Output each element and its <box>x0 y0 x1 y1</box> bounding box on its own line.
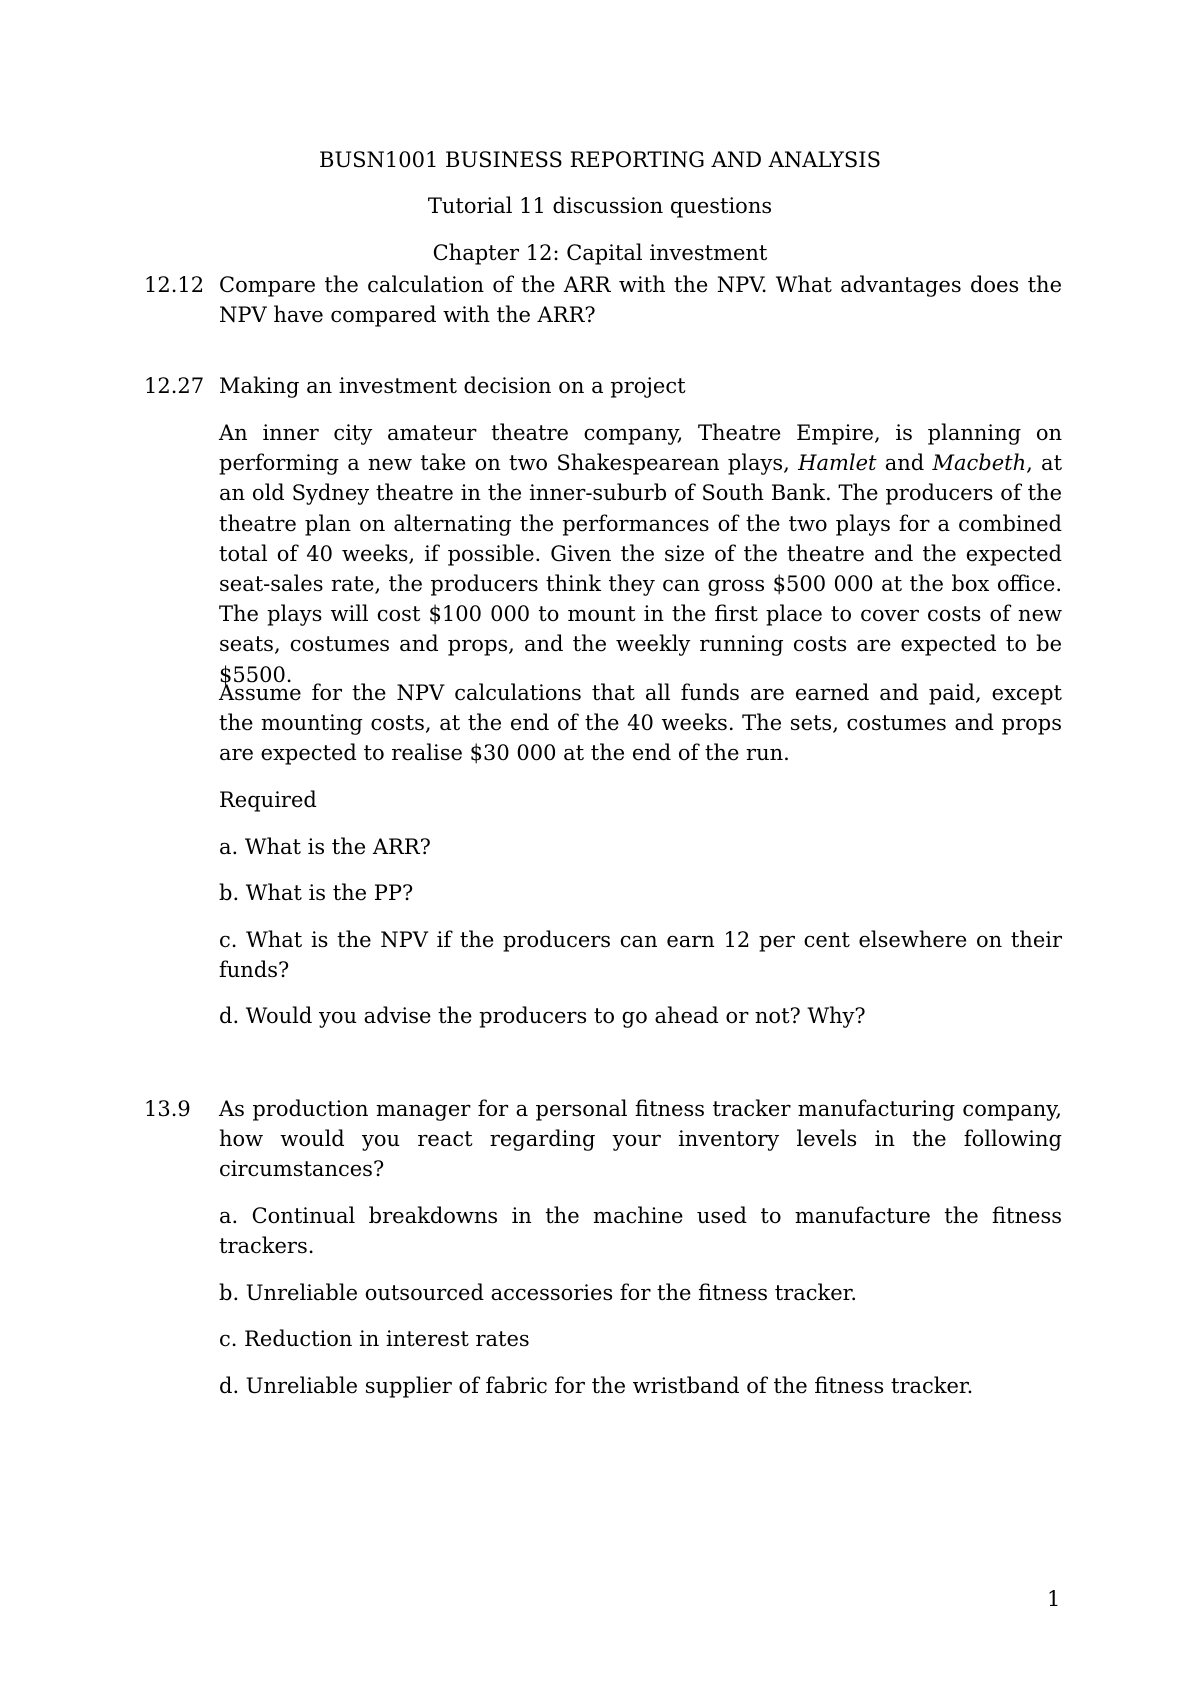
question-12-27-scenario <box>219 418 1062 690</box>
course-title: BUSN1001 BUSINESS REPORTING AND ANALYSIS <box>319 148 881 172</box>
chapter-heading: Chapter 12: Capital investment <box>432 241 768 265</box>
question-13-9-part-a: a. Continual breakdowns in the machine used to manufacture the fitness trackers. <box>219 1204 1062 1259</box>
question-number-12-27: 12.27 <box>144 374 205 398</box>
question-number-12-12: 12.12 <box>144 273 205 297</box>
question-number-13-9: 13.9 <box>144 1097 191 1121</box>
question-13-9-part-d: d. Unreliable supplier of fabric for the wristband of the fitness tracker. <box>219 1374 974 1398</box>
question-13-9-part-b: b. Unreliable outsourced accessories for the fitness tracker. <box>219 1281 858 1305</box>
scenario-text-and: and <box>876 451 933 476</box>
question-12-12-text: Compare the calculation of the ARR with the NPV. What advantages does the NPV have compared with the ARR? <box>219 273 1062 328</box>
question-12-27-part-b: b. What is the PP? <box>219 881 414 905</box>
play-title-hamlet: Hamlet <box>798 451 877 476</box>
page-number: 1 <box>1047 1587 1061 1611</box>
question-12-27-part-a: a. What is the ARR? <box>219 835 431 859</box>
question-12-27-part-c: c. What is the NPV if the producers can earn 12 per cent elsewhere on their funds? <box>219 928 1062 983</box>
question-13-9-text: As production manager for a personal fitness tracker manufacturing company, how would you react regarding your inventory levels in the following circumstances? <box>219 1097 1062 1182</box>
scenario-text-part-1: An inner city amateur theatre company, Theatre Empire, is planning on performing a new take on two Shakespearean plays, <box>219 421 1062 476</box>
question-12-27-assumption: Assume for the NPV calculations that all funds are earned and paid, except the mounting costs, at the end of the 40 weeks. The sets, costumes and props are expected to realise $30 000 at the end of the run. <box>219 681 1062 766</box>
scenario-text-part-2: , at an old Sydney theatre in the inner-suburb of South Bank. The producers of the theatre plan on alternating the performances of the two plays for a combined total of 40 weeks, if possible. Given the size of the theatre and the expected seat-sales rate, the producers think they can gross $500 000 at the box office. The plays will cost $100 000 to mount in the first place to cover costs of new seats, costumes and props, and the weekly running costs are expected to be $5500. <box>219 451 1063 687</box>
question-13-9-part-c: c. Reduction in interest rates <box>219 1327 530 1351</box>
question-12-27-title: Making an investment decision on a project <box>219 374 686 398</box>
required-label: Required <box>219 788 317 812</box>
tutorial-subtitle: Tutorial 11 discussion questions <box>427 194 773 218</box>
play-title-macbeth: Macbeth <box>932 451 1027 476</box>
question-12-27-part-d: d. Would you advise the producers to go ahead or not? Why? <box>219 1004 866 1028</box>
